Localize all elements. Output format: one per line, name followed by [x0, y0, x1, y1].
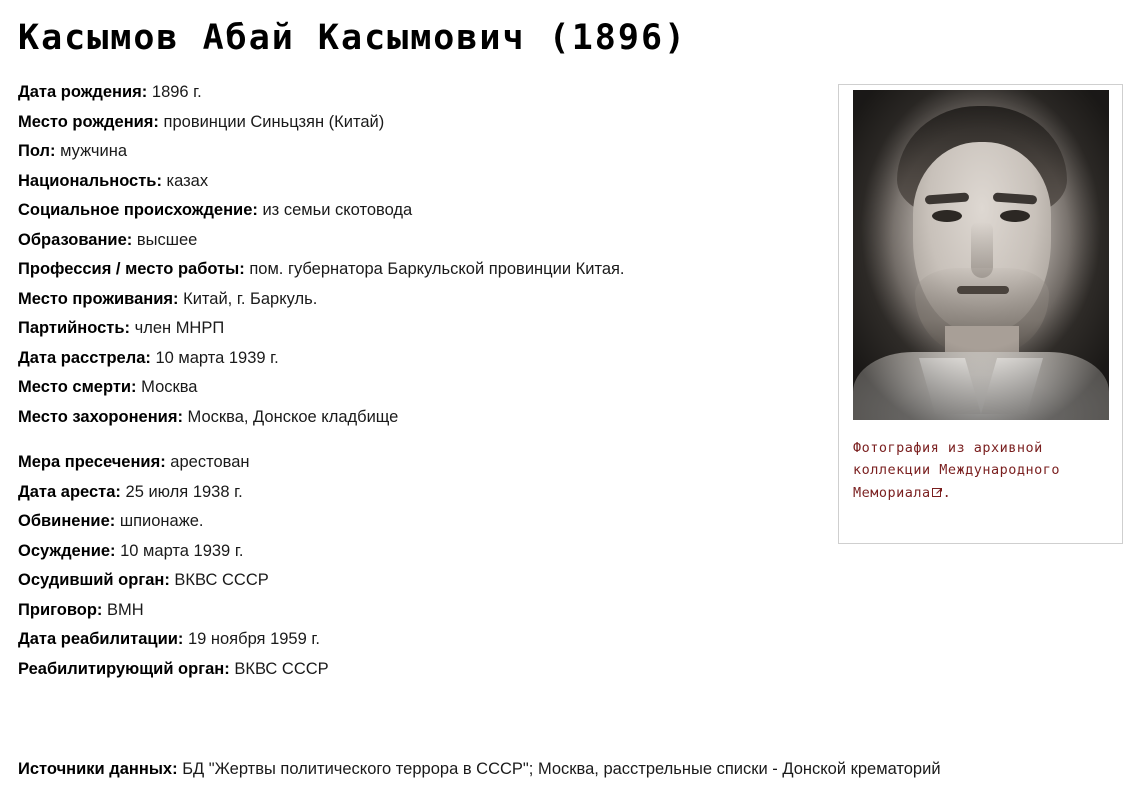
field-row: [18, 143, 828, 160]
field-label: Образование:: [18, 230, 133, 249]
field-row: [18, 454, 828, 471]
field-label: Место смерти:: [18, 378, 137, 396]
caption-line-2: коллекции Международного: [853, 462, 1061, 479]
field-label: Дата реабилитации:: [18, 630, 184, 648]
field-label: Дата расстрела:: [18, 348, 151, 367]
field-row: [18, 261, 828, 278]
portrait-photograph: [853, 90, 1109, 420]
field-value: Китай, г. Баркуль.: [183, 289, 318, 308]
field-value: высшее: [136, 230, 198, 249]
field-value: ВКВС СССР: [174, 571, 269, 589]
field-value: из семьи скотовода: [262, 201, 413, 219]
field-row: [18, 379, 828, 396]
caption-tail: .: [942, 484, 952, 501]
field-row: [18, 320, 828, 337]
field-row: [18, 114, 828, 131]
field-label: Приговор:: [18, 600, 103, 619]
field-label: Реабилитирующий орган:: [18, 659, 230, 678]
field-row: [18, 484, 828, 501]
field-value: арестован: [170, 453, 250, 471]
sources-row: [18, 760, 1118, 779]
field-row: [18, 173, 828, 190]
field-value: мужчина: [60, 142, 128, 160]
field-label: Место рождения:: [18, 112, 159, 131]
field-label: Пол:: [18, 142, 56, 160]
field-value: 10 марта 1939 г.: [155, 348, 279, 367]
field-value: ВКВС СССР: [234, 659, 329, 678]
field-value: Москва: [141, 378, 198, 396]
field-value: 1896 г.: [151, 83, 202, 101]
field-label: Профессия / место работы:: [18, 260, 245, 278]
field-row: [18, 543, 828, 560]
field-label: Дата рождения:: [18, 83, 148, 101]
photo-panel: [838, 84, 1123, 544]
field-row: [18, 202, 828, 219]
sources-value: БД "Жертвы политического террора в СССР"; Москва, расстрельные списки - Донской крематорий: [182, 760, 941, 778]
field-label: Место захоронения:: [18, 407, 183, 426]
field-value: провинции Синьцзян (Китай): [163, 112, 385, 131]
page-title: Касымов Абай Касымович (1896): [18, 18, 688, 58]
memorial-link[interactable]: Мемориала: [853, 484, 931, 501]
field-label: Обвинение:: [18, 512, 116, 530]
field-label: Место проживания:: [18, 289, 179, 308]
field-row: [18, 513, 828, 530]
external-link-icon[interactable]: [932, 487, 943, 498]
field-row: [18, 572, 828, 589]
field-value: шпионаже.: [119, 512, 204, 530]
field-value: пом. губернатора Баркульской провинции Китая.: [249, 260, 625, 278]
field-row: [18, 409, 828, 426]
portrait-vignette: [853, 90, 1109, 420]
field-label: Мера пресечения:: [18, 453, 166, 471]
field-value: 10 марта 1939 г.: [120, 541, 244, 560]
field-value: член МНРП: [134, 319, 225, 337]
field-label: Осудивший орган:: [18, 571, 170, 589]
field-row: [18, 84, 828, 101]
section-divider: [18, 438, 828, 454]
field-label: Дата ареста:: [18, 482, 121, 501]
field-label: Национальность:: [18, 171, 162, 190]
field-row: [18, 602, 828, 619]
field-value: ВМН: [107, 600, 144, 619]
field-row: [18, 661, 828, 678]
field-label: Осуждение:: [18, 541, 116, 560]
field-row: [18, 291, 828, 308]
field-value: 25 июля 1938 г.: [125, 482, 243, 501]
field-group-case: [18, 454, 828, 677]
sources-label: Источники данных:: [18, 760, 178, 778]
field-row: [18, 631, 828, 648]
field-row: [18, 350, 828, 367]
field-label: Партийность:: [18, 319, 130, 337]
field-value: казах: [166, 171, 209, 190]
record-fields: [18, 84, 828, 690]
field-group-biographical: [18, 84, 828, 425]
field-value: 19 ноября 1959 г.: [187, 630, 320, 648]
field-row: [18, 232, 828, 249]
caption-line-1: Фотография из архивной: [853, 440, 1043, 456]
photo-caption: [853, 437, 1111, 504]
field-value: Москва, Донское кладбище: [187, 407, 399, 426]
field-label: Социальное происхождение:: [18, 201, 258, 219]
portrait-image: [853, 90, 1109, 420]
